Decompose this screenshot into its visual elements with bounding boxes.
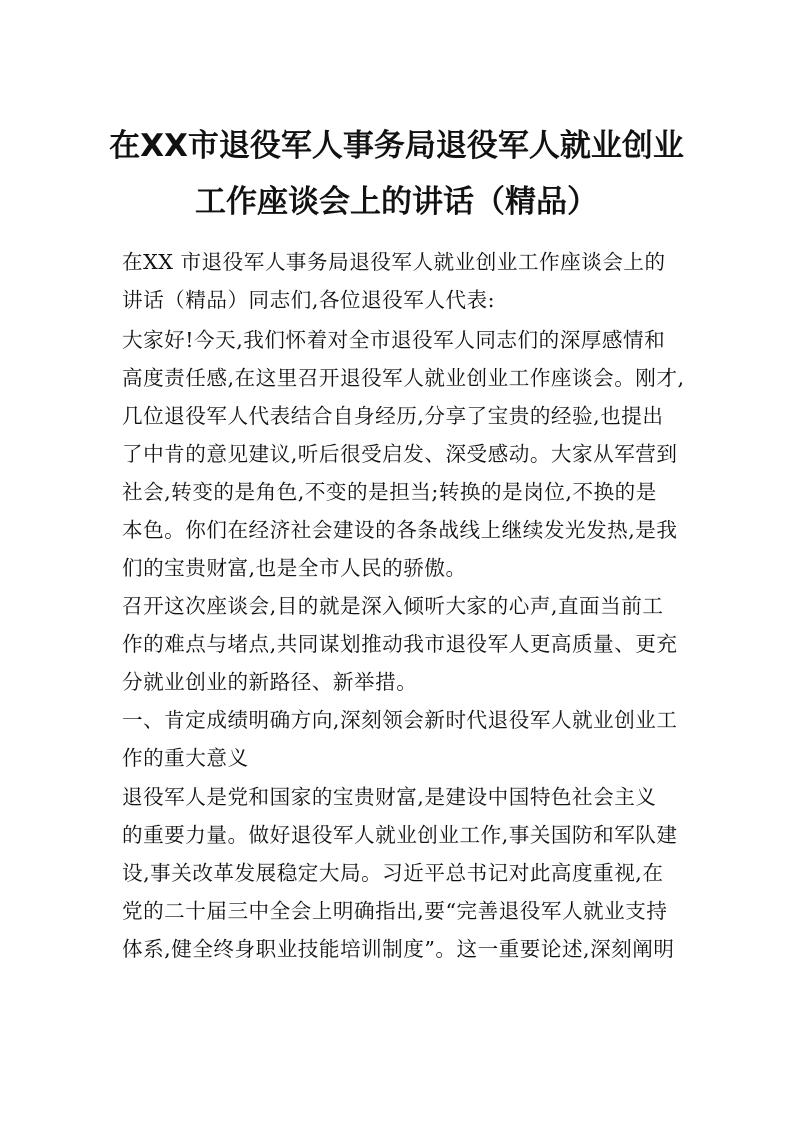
body-line: 社会,转变的是角色,不变的是担当;转换的是岗位,不换的是 bbox=[122, 480, 657, 504]
body-line: 讲话（精品）同志们,各位退役军人代表: bbox=[122, 288, 496, 312]
body-line: 几位退役军人代表结合自身经历,分享了宝贵的经验,也提出 bbox=[122, 404, 664, 428]
body-line: 高度责任感,在这里召开退役军人就业创业工作座谈会。刚才, bbox=[122, 366, 685, 390]
body-line: 本色。你们在经济社会建设的各条战线上继续发光发热,是我 bbox=[122, 518, 678, 542]
body-line: 们的宝贵财富,也是全市人民的骄傲。 bbox=[122, 556, 467, 580]
body-line: 分就业创业的新路径、新举措。 bbox=[122, 670, 418, 694]
section-heading-line: 作的重大意义 bbox=[122, 746, 249, 770]
body-line: 召开这次座谈会,目的就是深入倾听大家的心声,直面当前工 bbox=[122, 594, 664, 618]
body-line: 党的二十届三中全会上明确指出,要“完善退役军人就业支持 bbox=[122, 899, 668, 923]
body-line: 作的难点与堵点,共同谋划推动我市退役军人更高质量、更充 bbox=[122, 632, 678, 656]
document-title bbox=[100, 118, 693, 230]
body-line: 在XX 市退役军人事务局退役军人就业创业工作座谈会上的 bbox=[122, 250, 666, 274]
body-line: 大家好!今天,我们怀着对全市退役军人同志们的深厚感情和 bbox=[122, 328, 666, 352]
title-line: 在XX市退役军人事务局退役军人就业创业 bbox=[109, 128, 684, 164]
section-heading-line: 一、肯定成绩明确方向,深刻领会新时代退役军人就业创业工 bbox=[122, 708, 678, 732]
title-line: 工作座谈会上的讲话（精品） bbox=[195, 184, 598, 220]
body-line: 退役军人是党和国家的宝贵财富,是建设中国特色社会主义 bbox=[122, 785, 657, 809]
body-line: 了中肯的意见建议,听后很受启发、深受感动。大家从军营到 bbox=[122, 442, 678, 466]
body-line: 设,事关改革发展稳定大局。习近平总书记对此高度重视,在 bbox=[122, 861, 664, 885]
body-line: 的重要力量。做好退役军人就业创业工作,事关国防和军队建 bbox=[122, 823, 678, 847]
body-line: 体系,健全终身职业技能培训制度”。这一重要论述,深刻阐明 bbox=[122, 937, 675, 961]
